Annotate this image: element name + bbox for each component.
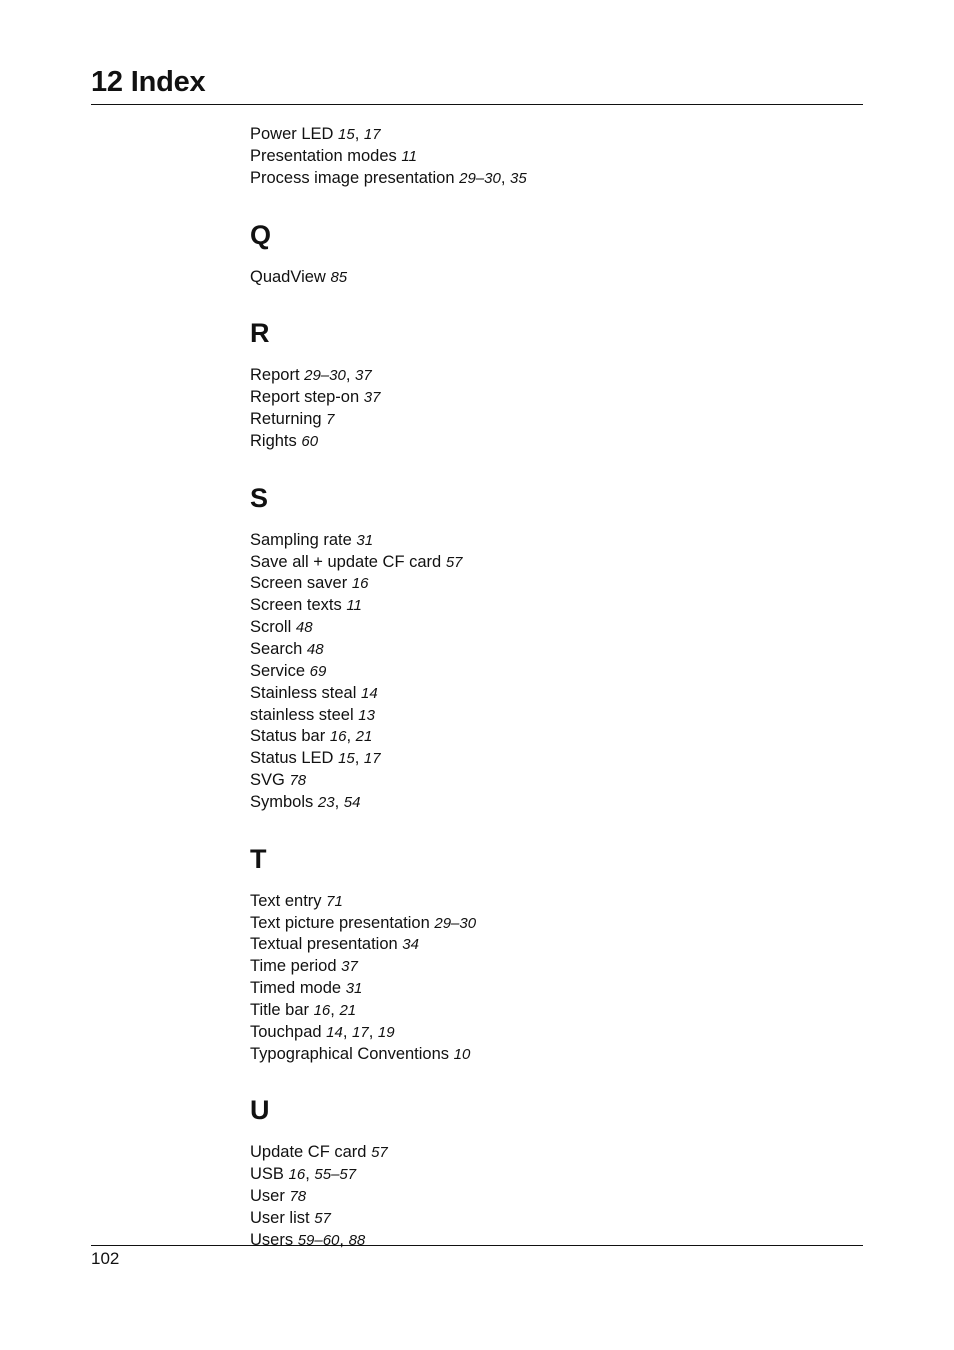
- index-page-separator: ,: [330, 1000, 340, 1019]
- index-page-ref: 14: [360, 684, 378, 702]
- index-term: Status bar: [250, 727, 326, 746]
- index-term: Scroll: [250, 618, 292, 637]
- index-page-ref: 57: [314, 1210, 331, 1227]
- index-term: Returning: [250, 410, 322, 429]
- footer-rule: [91, 1245, 863, 1246]
- index-page-ref: 54: [343, 793, 361, 811]
- index-page-ref: 29–30: [434, 914, 477, 932]
- index-entry: [250, 748, 850, 770]
- index-entry: [250, 1044, 850, 1066]
- index-page-ref: 85: [330, 268, 348, 286]
- index-page-separator: ,: [334, 792, 344, 811]
- index-letter-heading: Q: [250, 219, 272, 250]
- index-term: Rights: [250, 431, 297, 450]
- index-entry-list: [250, 267, 850, 289]
- index-term: Touchpad: [250, 1022, 322, 1041]
- index-group: [250, 218, 850, 289]
- index-page-ref: 17: [363, 126, 381, 143]
- index-page-separator: ,: [346, 727, 356, 746]
- index-entry: [250, 431, 850, 453]
- index-term: User list: [250, 1209, 310, 1227]
- index-page-ref: 14: [326, 1023, 343, 1041]
- index-entry: [250, 552, 850, 574]
- index-term: SVG: [250, 771, 285, 790]
- index-page-ref: 17: [363, 750, 381, 768]
- index-page-ref: 37: [341, 958, 358, 976]
- index-page-ref: 16: [288, 1166, 306, 1184]
- index-entry: [250, 661, 850, 683]
- index-page-ref: 16: [329, 728, 347, 746]
- index-term: Stainless steal: [250, 683, 357, 702]
- index-page-ref: 57: [371, 1144, 388, 1162]
- index-term: Textual presentation: [250, 935, 398, 954]
- index-page-ref: 48: [306, 640, 324, 658]
- index-page-ref: 55–57: [314, 1166, 357, 1184]
- index-page-ref: 11: [401, 147, 417, 165]
- index-term: Service: [250, 661, 306, 680]
- index-page-ref: 71: [326, 892, 343, 910]
- index-entry: [250, 978, 850, 1000]
- index-entry: [250, 1230, 850, 1252]
- index-term: Sampling rate: [250, 530, 352, 549]
- index-letter-heading: T: [250, 843, 267, 874]
- index-page-ref: 13: [358, 706, 375, 724]
- index-page-ref: 60: [301, 432, 319, 450]
- index-entry: [250, 639, 850, 661]
- index-page-separator: ,: [345, 366, 356, 385]
- index-entry: [250, 168, 850, 190]
- index-entry: [250, 146, 850, 168]
- index-term: Power LED: [250, 125, 334, 143]
- index-page-ref: 88: [348, 1231, 366, 1249]
- index-term: Time period: [250, 957, 337, 976]
- page-number: 102: [91, 1249, 120, 1268]
- index-term: Process image presentation: [250, 168, 455, 187]
- index-entry: [250, 770, 850, 792]
- index-entry: [250, 267, 850, 289]
- index-page-ref: 23: [317, 793, 335, 811]
- index-page-ref: 11: [346, 597, 362, 615]
- index-page-ref: 29–30: [459, 169, 501, 187]
- index-page-ref: 15: [338, 126, 355, 143]
- index-entry: [250, 1000, 850, 1022]
- index-page-ref: 31: [356, 531, 374, 549]
- index-page-ref: 37: [355, 367, 372, 385]
- index-term: QuadView: [250, 267, 326, 286]
- index-page-separator: ,: [342, 1022, 353, 1041]
- index-entry: [250, 792, 850, 814]
- index-entry: [250, 1164, 850, 1186]
- index-term: Save all + update CF card: [250, 552, 442, 571]
- index-entry: [250, 913, 850, 935]
- index-page-ref: 69: [309, 662, 327, 680]
- index-entry-list: [250, 365, 850, 452]
- index-entry-list: [250, 891, 850, 1066]
- index-page-ref: 78: [289, 1188, 307, 1206]
- index-term: Status LED: [250, 749, 334, 768]
- index-group: [250, 481, 850, 814]
- index-group: [250, 316, 850, 452]
- index-term: Screen saver: [250, 574, 348, 593]
- index-entry-list: [250, 530, 850, 814]
- index-entry: [250, 573, 850, 595]
- page-title: 12 Index: [91, 66, 206, 98]
- index-page-ref: 34: [402, 936, 419, 954]
- index-entry: [250, 705, 850, 727]
- index-entry: [250, 934, 850, 956]
- index-entry: [250, 409, 850, 431]
- index-term: Search: [250, 639, 303, 658]
- index-group: [250, 1093, 850, 1251]
- index-group: [250, 842, 850, 1066]
- index-entry: [250, 1022, 850, 1044]
- index-term: Text entry: [250, 891, 322, 910]
- index-entry: [250, 617, 850, 639]
- index-page-ref: 19: [377, 1023, 395, 1041]
- index-term: Update CF card: [250, 1143, 367, 1162]
- index-entry-list: [250, 124, 850, 190]
- index-term: Report step-on: [250, 388, 360, 407]
- index-page-separator: ,: [305, 1165, 315, 1184]
- index-page-ref: 78: [289, 772, 307, 790]
- index-entry: [250, 387, 850, 409]
- index-page-separator: ,: [354, 125, 364, 143]
- index-term: Text picture presentation: [250, 913, 430, 932]
- index-entry: [250, 1208, 850, 1230]
- index-page-ref: 21: [355, 728, 373, 746]
- index-entry-list: [250, 1142, 850, 1251]
- index-list: [250, 124, 850, 1252]
- index-group: [250, 124, 850, 190]
- index-page-ref: 10: [453, 1045, 471, 1063]
- index-entry: [250, 891, 850, 913]
- index-page-ref: 29–30: [304, 367, 346, 385]
- index-term: Screen texts: [250, 596, 342, 615]
- index-term: Title bar: [250, 1000, 309, 1019]
- index-term: Presentation modes: [250, 146, 397, 165]
- index-page-ref: 15: [338, 750, 355, 768]
- index-entry: [250, 1142, 850, 1164]
- index-entry: [250, 365, 850, 387]
- index-term: USB: [250, 1165, 284, 1184]
- index-page-ref: 31: [345, 980, 363, 998]
- index-page-ref: 21: [339, 1001, 357, 1019]
- index-page-ref: 57: [445, 553, 463, 571]
- index-term: stainless steel: [250, 705, 354, 724]
- index-page-separator: ,: [500, 168, 511, 187]
- index-term: Users: [250, 1230, 294, 1249]
- header-rule: [91, 104, 863, 105]
- index-letter-heading: U: [250, 1095, 270, 1126]
- index-page-ref: 35: [510, 169, 527, 187]
- index-letter-heading: R: [250, 318, 270, 349]
- index-page-ref: 59–60: [297, 1231, 340, 1249]
- index-entry: [250, 595, 850, 617]
- index-page-separator: ,: [354, 749, 364, 768]
- index-page-ref: 17: [352, 1023, 369, 1041]
- index-page-ref: 48: [295, 619, 313, 637]
- index-term: Typographical Conventions: [250, 1044, 450, 1063]
- index-page-ref: 37: [363, 389, 381, 407]
- index-page-separator: ,: [339, 1230, 349, 1249]
- index-page-separator: ,: [368, 1022, 378, 1041]
- index-term: Report: [250, 366, 300, 385]
- index-letter-heading: S: [250, 482, 269, 513]
- index-term: Symbols: [250, 792, 314, 811]
- index-entry: [250, 124, 850, 146]
- index-term: Timed mode: [250, 979, 342, 998]
- index-entry: [250, 956, 850, 978]
- index-entry: [250, 1186, 850, 1208]
- index-page-ref: 7: [326, 411, 335, 429]
- index-page-ref: 16: [313, 1001, 331, 1019]
- index-term: User: [250, 1187, 285, 1206]
- index-page-ref: 16: [351, 575, 369, 593]
- index-entry: [250, 530, 850, 552]
- index-entry: [250, 726, 850, 748]
- index-entry: [250, 683, 850, 705]
